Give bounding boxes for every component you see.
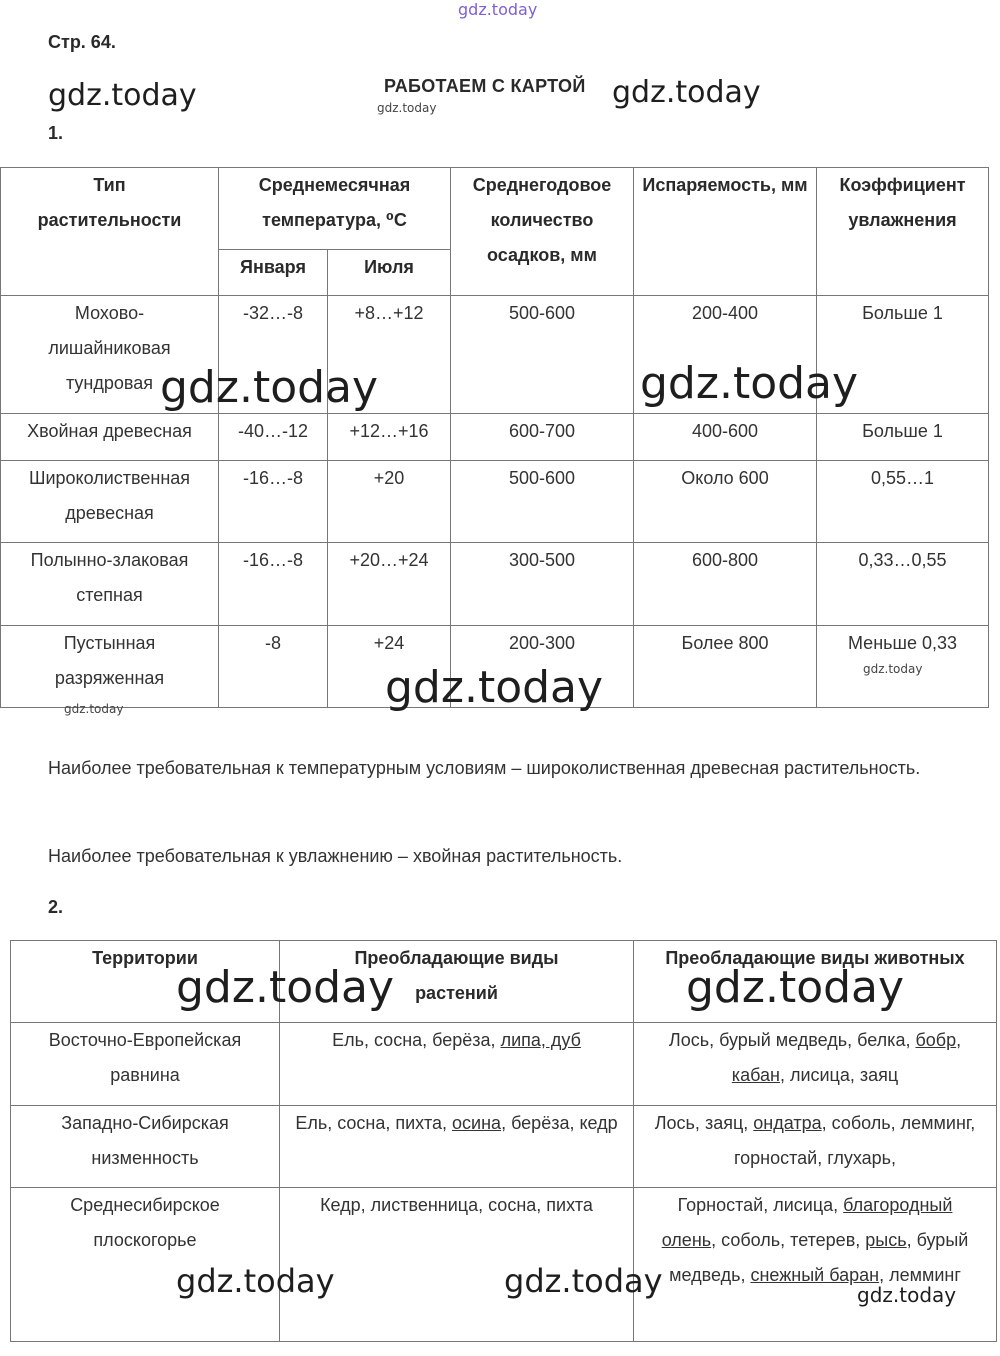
table-row (1, 414, 989, 461)
animals-underlined: ондатра (753, 1113, 822, 1133)
watermark: gdz.today (504, 1262, 663, 1300)
watermark: gdz.today (612, 75, 761, 110)
cell-plants: Кедр, лиственница, сосна, пихта (280, 1188, 634, 1342)
animals-text: , (956, 1030, 962, 1050)
cell-july: +20…+24 (328, 543, 451, 626)
plants-underlined: липа, дуб (500, 1030, 581, 1050)
watermark-small: gdz.today (377, 101, 437, 115)
header-vegetation-type: Тип растительности (1, 168, 219, 296)
page-number: Стр. 64. (48, 32, 116, 52)
watermark: gdz.today (686, 962, 905, 1013)
cell-plants (280, 1023, 634, 1106)
cell-plants (280, 1106, 634, 1188)
task-number: 1. (48, 123, 64, 143)
table-row (1, 461, 989, 543)
cell-january: -16…-8 (219, 461, 328, 543)
table-row (11, 1106, 997, 1188)
watermark-small: gdz.today (64, 702, 124, 716)
watermark: gdz.today (48, 78, 197, 113)
header-moisture-coefficient: Коэффициент увлажнения (817, 168, 989, 296)
plants-text: Ель, сосна, берёза, (332, 1030, 501, 1050)
cell-type: Полынно-злаковая степная (1, 543, 219, 626)
plants-underlined: осина (452, 1113, 502, 1133)
animals-text: , бурый медведь, (669, 1230, 969, 1285)
cell-precipitation: 300-500 (451, 543, 634, 626)
conclusion-moisture: Наиболее требовательная к увлажнению – хвойная растительность. (48, 846, 623, 866)
animals-text: Лось, бурый медведь, белка, (668, 1030, 916, 1050)
animals-text: , соболь, лемминг, горностай, глухарь, (733, 1113, 976, 1168)
cell-territory: Среднесибирское плоскогорье (11, 1188, 280, 1342)
animals-underlined: кабан (731, 1065, 780, 1085)
table-row (11, 1023, 997, 1106)
section-title: РАБОТАЕМ С КАРТОЙ (384, 76, 586, 96)
animals-text: , лисица, заяц (779, 1065, 899, 1085)
header-territories: Территории (11, 941, 280, 1023)
watermark-small: gdz.today (863, 662, 923, 676)
cell-evaporation: Около 600 (634, 461, 817, 543)
cell-precipitation: 500-600 (451, 296, 634, 414)
animals-underlined: бобр (915, 1030, 957, 1050)
cell-coefficient: Больше 1 (817, 414, 989, 461)
watermark: gdz.today (176, 962, 395, 1013)
cell-precipitation: 600-700 (451, 414, 634, 461)
animals-underlined: снежный баран (750, 1265, 880, 1285)
animals-text: , лемминг (879, 1265, 961, 1285)
cell-evaporation: Более 800 (634, 626, 817, 708)
cell-animals (634, 1106, 997, 1188)
watermark-top: gdz.today (458, 0, 538, 19)
cell-type: Мохово-лишайниковая тундровая (1, 296, 219, 414)
plants-text: Ель, сосна, пихта, (295, 1113, 453, 1133)
vegetation-table (0, 167, 989, 708)
animals-text: Лось, заяц, (654, 1113, 754, 1133)
cell-evaporation: 600-800 (634, 543, 817, 626)
header-temperature: Среднемесячная температура, ⁰С (219, 168, 451, 250)
plants-text: , берёза, кедр (501, 1113, 618, 1133)
animals-underlined: благородный олень (661, 1195, 953, 1250)
cell-july: +8…+12 (328, 296, 451, 414)
animals-underlined: рысь (865, 1230, 907, 1250)
cell-coefficient: 0,55…1 (817, 461, 989, 543)
table-row (1, 543, 989, 626)
header-precipitation: Среднегодовое количество осадков, мм (451, 168, 634, 296)
cell-july: +24 (328, 626, 451, 708)
animals-text: , соболь, тетерев, (711, 1230, 866, 1250)
cell-territory: Восточно-Европейская равнина (11, 1023, 280, 1106)
cell-january: -8 (219, 626, 328, 708)
cell-evaporation: 200-400 (634, 296, 817, 414)
watermark: gdz.today (857, 1283, 957, 1307)
cell-type: Пустынная разряженная (1, 626, 219, 708)
cell-type: Хвойная древесная (1, 414, 219, 461)
cell-precipitation: 500-600 (451, 461, 634, 543)
cell-precipitation: 200-300 (451, 626, 634, 708)
header-july: Июля (328, 250, 451, 296)
cell-evaporation: 400-600 (634, 414, 817, 461)
watermark: gdz.today (385, 662, 604, 713)
cell-january: -16…-8 (219, 543, 328, 626)
header-evaporation: Испаряемость, мм (634, 168, 817, 296)
animals-text: Горностай, лисица, (677, 1195, 844, 1215)
cell-coefficient: Больше 1 (817, 296, 989, 414)
watermark: gdz.today (160, 362, 379, 413)
cell-january: -40…-12 (219, 414, 328, 461)
watermark: gdz.today (176, 1262, 335, 1300)
cell-animals (634, 1188, 997, 1342)
header-animals: Преобладающие виды животных (634, 941, 997, 1023)
header-plants: Преобладающие виды растений (280, 941, 634, 1023)
watermark: gdz.today (640, 358, 859, 409)
cell-type: Широколиственная древесная (1, 461, 219, 543)
task-number: 2. (48, 897, 64, 917)
cell-july: +12…+16 (328, 414, 451, 461)
cell-july: +20 (328, 461, 451, 543)
cell-january: -32…-8 (219, 296, 328, 414)
conclusion-temperature: Наиболее требовательная к температурным условиям – широколиственная древесная растительность. (48, 758, 921, 778)
cell-territory: Западно-Сибирская низменность (11, 1106, 280, 1188)
cell-coefficient: 0,33…0,55 (817, 543, 989, 626)
cell-animals (634, 1023, 997, 1106)
header-january: Января (219, 250, 328, 296)
cell-coefficient: Меньше 0,33 (817, 626, 989, 708)
